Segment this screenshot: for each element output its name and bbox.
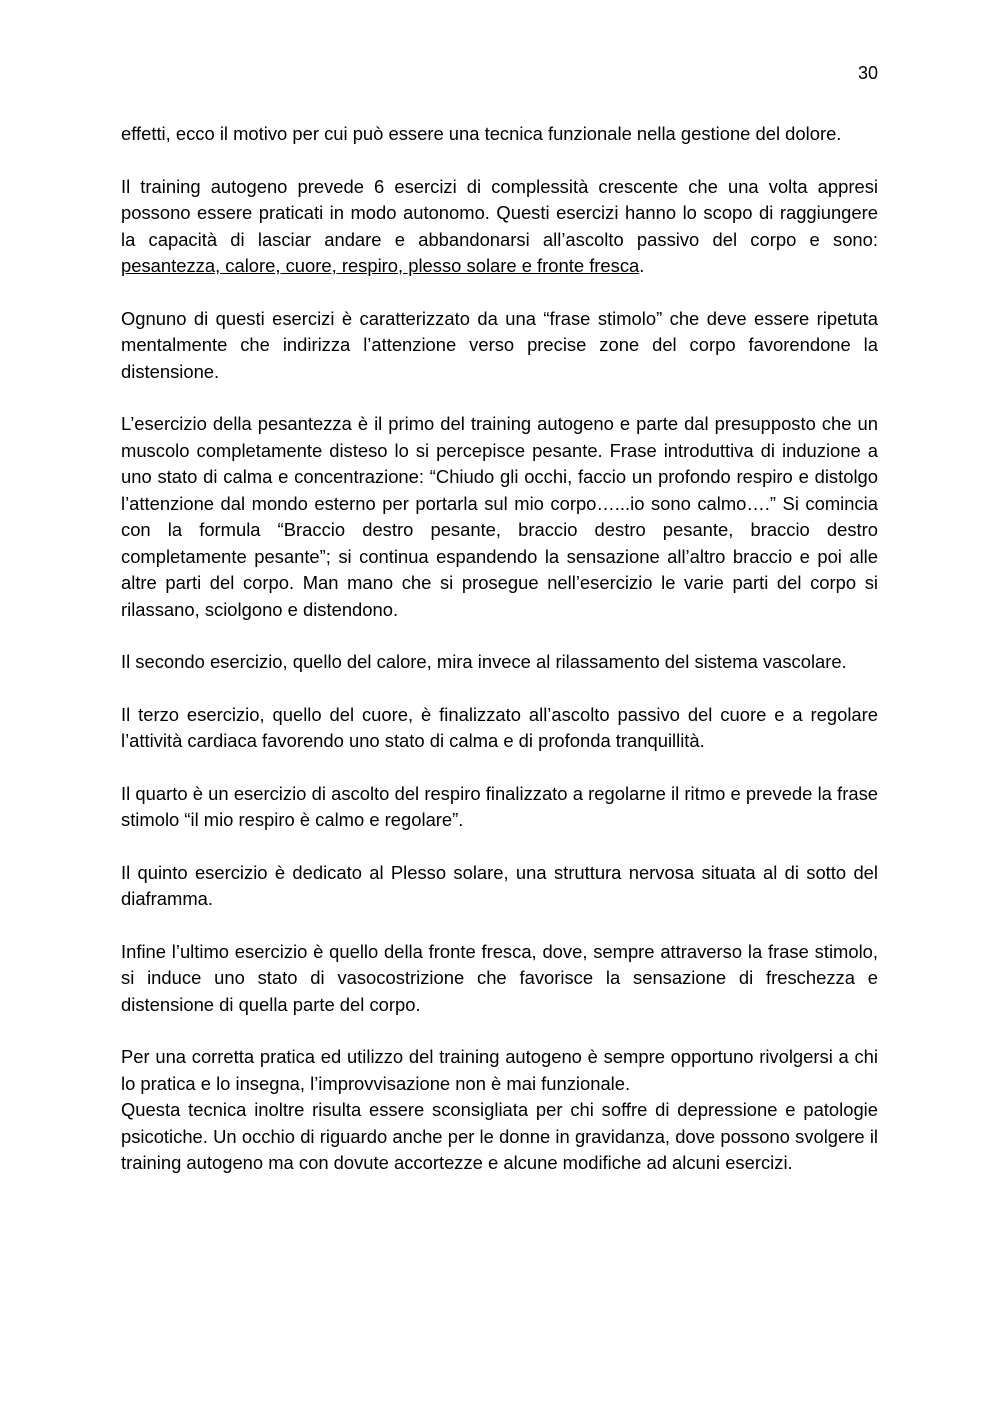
paragraph-pain-management: effetti, ecco il motivo per cui può essere una tecnica funzionale nella gestione del dolore. <box>121 123 842 144</box>
paragraph-heaviness-exercise: L’esercizio della pesantezza è il primo del training autogeno e parte dal presupposto che un muscolo completamente disteso lo si percepisce pesante. Frase introduttiva di induzione a uno stato di calma e concentrazione: “Chiudo gli occhi, faccio un profondo respiro e distolgo l’attenzione dal mondo esterno per portarla sul mio corpo…...io sono calmo….” Si comincia con la formula “Braccio destro pesante, braccio destro pesante, braccio destro completamente pesante”; si continua espandendo la sensazione all’altro braccio e poi alle altre parti del corpo. Man mano che si prosegue nell’esercizio le varie parti del corpo si rilassano, sciolgono e distendono. <box>121 413 878 620</box>
page-number: 30 <box>857 63 878 83</box>
paragraph-heart-exercise: Il terzo esercizio, quello del cuore, è finalizzato all’ascolto passivo del cuore e a regolare l’attività cardiaca favorendo uno stato di calma e di profonda tranquillità. <box>121 703 878 751</box>
document-body <box>121 121 878 1203</box>
exercise-list-underlined: pesantezza, calore, cuore, respiro, plesso solare e fronte fresca <box>121 255 640 276</box>
overview-text: Il training autogeno prevede 6 esercizi di complessità crescente che una volta appresi possono essere praticati in modo autonomo. Questi esercizi hanno lo scopo di raggiungere la capacità di lasciar andare e abbandonarsi all’ascolto passivo del corpo e sono: <box>121 175 878 250</box>
paragraph-warmth-exercise: Il secondo esercizio, quello del calore, mira invece al rilassamento del sistema vascolare. <box>121 651 847 672</box>
paragraph-correct-practice: Per una corretta pratica ed utilizzo del training autogeno è sempre opportuno rivolgersi a chi lo pratica e lo insegna, l’improvvisazione non è mai funzionale. <box>121 1046 878 1094</box>
paragraph-stimulus-phrase: Ognuno di questi esercizi è caratterizzato da una “frase stimolo” che deve essere ripetuta mentalmente che indirizza l’attenzione verso precise zone del corpo favorendone la distensione. <box>121 307 878 382</box>
paragraph-contraindications: Questa tecnica inoltre risulta essere sconsigliata per chi soffre di depressione e patologie psicotiche. Un occhio di riguardo anche per le donne in gravidanza, dove possono svolgere il training autogeno ma con dovute accortezze e alcune modifiche ad alcuni esercizi. <box>121 1099 878 1173</box>
paragraph-autogenic-overview <box>121 174 878 280</box>
paragraph-cool-forehead-exercise: Infine l’ultimo esercizio è quello della fronte fresca, dove, sempre attraverso la frase stimolo, si induce uno stato di vasocostrizione che favorisce la sensazione di freschezza e distensione di quella parte del corpo. <box>121 940 878 1015</box>
paragraph-breath-exercise: Il quarto è un esercizio di ascolto del respiro finalizzato a regolarne il ritmo e prevede la frase stimolo “il mio respiro è calmo e regolare”. <box>121 782 878 830</box>
overview-period: . <box>639 255 645 276</box>
paragraph-solar-plexus-exercise: Il quinto esercizio è dedicato al Plesso solare, una struttura nervosa situata al di sotto del diaframma. <box>121 861 878 909</box>
